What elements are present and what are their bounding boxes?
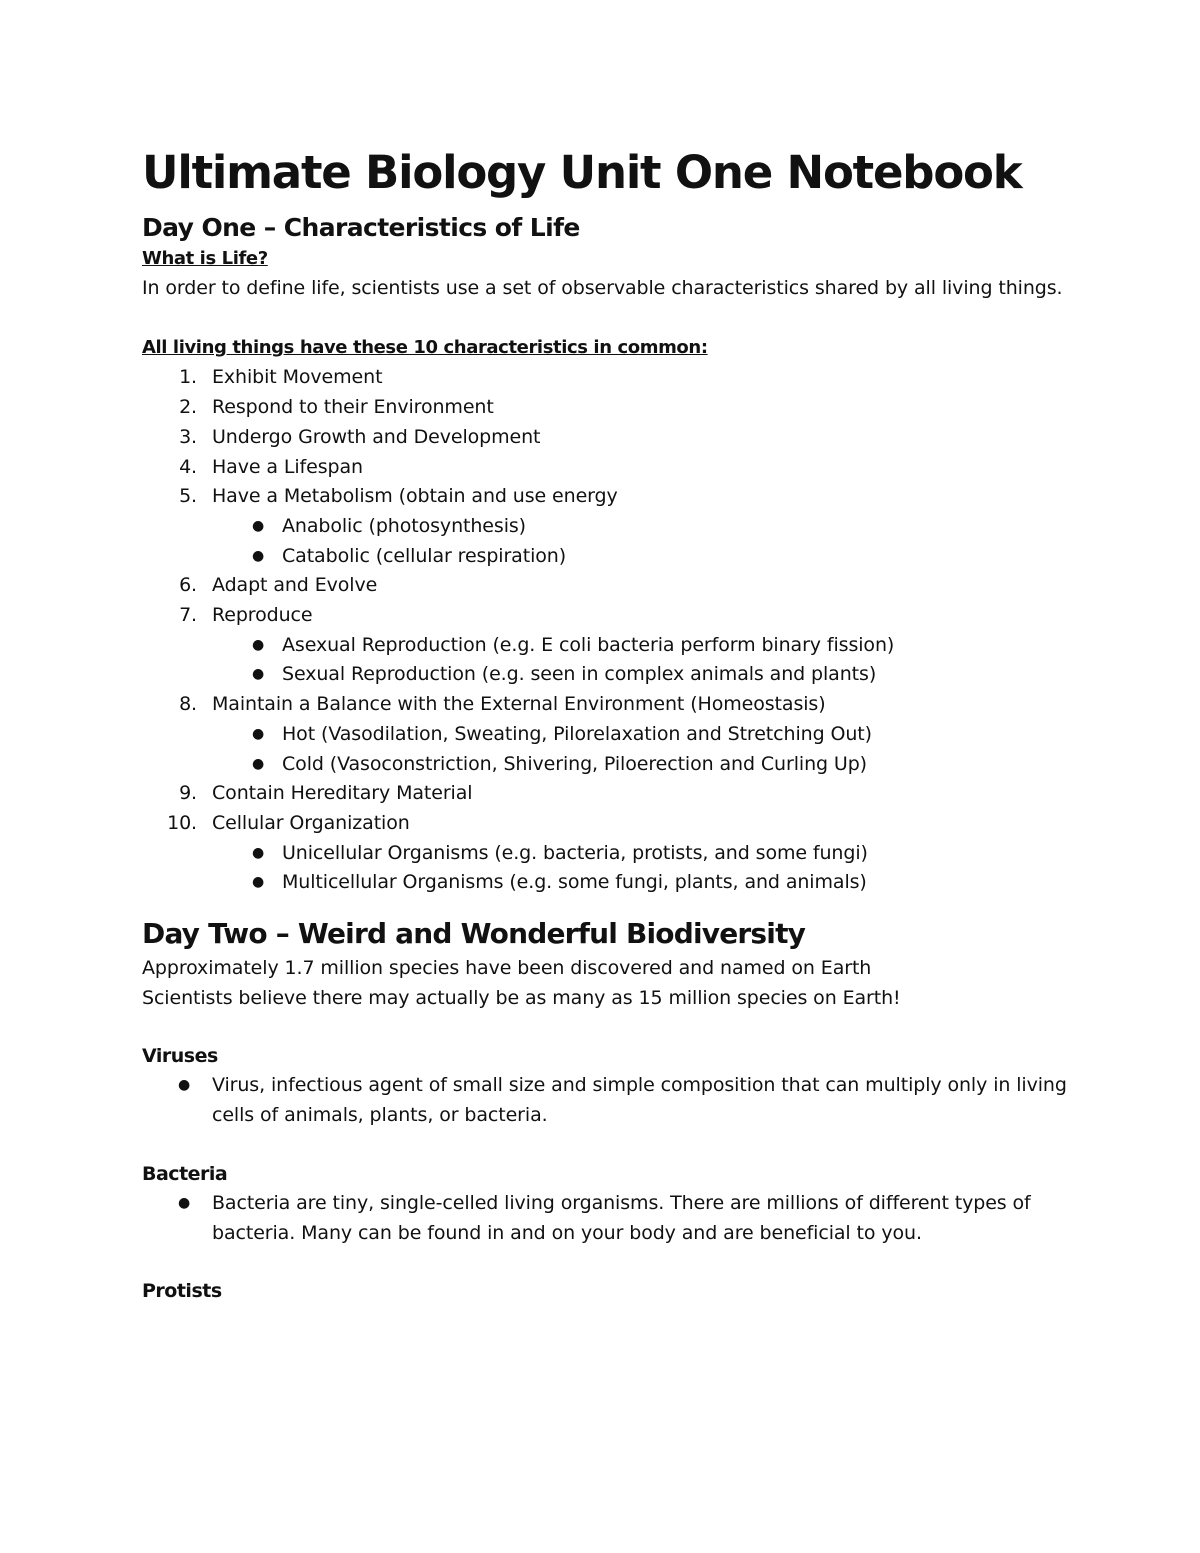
sub-list-item (212, 868, 1072, 898)
bullet-icon: ● (252, 844, 265, 861)
list-item (142, 809, 1072, 898)
sub-item-text: Asexual Reproduction (e.g. E coli bacteria perform binary fission) (282, 633, 895, 656)
sub-item-text: Sexual Reproduction (e.g. seen in complex animals and plants) (282, 663, 877, 686)
list-item (142, 423, 1072, 453)
spacer (142, 1131, 1072, 1159)
bullet-icon: ● (252, 547, 265, 564)
sub-list-item (212, 631, 1072, 661)
sub-list-item (212, 542, 1072, 572)
bullet-icon: ● (252, 517, 265, 534)
list-item (142, 482, 1072, 571)
bullet-icon: ● (252, 666, 265, 683)
bullet-icon: ● (252, 636, 265, 653)
list-number: 1. (179, 366, 197, 389)
sub-list (212, 631, 1072, 690)
spacer (142, 304, 1072, 334)
bullet-icon: ● (178, 1194, 191, 1211)
list-number: 6. (179, 574, 197, 597)
day-two-line-1: Approximately 1.7 million species have been discovered and named on Earth (142, 957, 872, 980)
list-item (142, 601, 1072, 690)
list-number: 5. (179, 485, 197, 508)
spacer (142, 1013, 1072, 1041)
list-item-text: Cellular Organization (212, 811, 410, 834)
spacer (142, 898, 1072, 914)
bullet-icon: ● (178, 1077, 191, 1094)
what-is-life-heading: What is Life? (142, 248, 268, 269)
sub-list-item (212, 720, 1072, 750)
bacteria-heading: Bacteria (142, 1162, 228, 1185)
viruses-list (142, 1071, 1072, 1130)
list-number: 10. (167, 811, 197, 834)
list-number: 2. (179, 396, 197, 419)
list-item (142, 363, 1072, 393)
sub-item-text: Unicellular Organisms (e.g. bacteria, protists, and some fungi) (282, 841, 868, 864)
list-item-text: Contain Hereditary Material (212, 782, 473, 805)
bullet-icon: ● (252, 755, 265, 772)
viruses-text: Virus, infectious agent of small size and simple composition that can multiply only in living cells of animals, plants, or bacteria. (212, 1074, 1067, 1127)
list-item (142, 1071, 1072, 1130)
list-item-text: Exhibit Movement (212, 366, 383, 389)
day-one-heading: Day One – Characteristics of Life (142, 213, 580, 242)
list-number: 4. (179, 455, 197, 478)
list-item (142, 779, 1072, 809)
protists-heading: Protists (142, 1280, 222, 1303)
document-title: Ultimate Biology Unit One Notebook (142, 146, 1022, 199)
list-item (142, 1189, 1072, 1248)
bacteria-list (142, 1189, 1072, 1248)
list-item-text: Have a Metabolism (obtain and use energy (212, 485, 618, 508)
list-number: 7. (179, 604, 197, 627)
list-item-text: Maintain a Balance with the External Environment (Homeostasis) (212, 693, 826, 716)
list-item-text: Undergo Growth and Development (212, 425, 541, 448)
sub-list-item (212, 839, 1072, 869)
sub-list (212, 839, 1072, 898)
characteristics-list (142, 363, 1072, 898)
viruses-heading: Viruses (142, 1045, 218, 1068)
list-number: 3. (179, 425, 197, 448)
sub-list (212, 720, 1072, 779)
bullet-icon: ● (252, 725, 265, 742)
sub-list-item (212, 660, 1072, 690)
bullet-icon: ● (252, 874, 265, 891)
day-one-intro: In order to define life, scientists use a set of observable characteristics shared by all living things. (142, 277, 1063, 299)
list-item (142, 571, 1072, 601)
list-item (142, 453, 1072, 483)
list-item-text: Have a Lifespan (212, 455, 363, 478)
sub-list-item (212, 512, 1072, 542)
sub-item-text: Catabolic (cellular respiration) (282, 544, 567, 567)
day-two-line-2: Scientists believe there may actually be as many as 15 million species on Earth! (142, 986, 901, 1009)
spacer (142, 1248, 1072, 1276)
list-number: 9. (179, 782, 197, 805)
document-page (142, 138, 1072, 1306)
list-item-text: Reproduce (212, 604, 313, 627)
bacteria-text: Bacteria are tiny, single-celled living organisms. There are millions of different types of bacteria. Many can be found in and on your body and are beneficial to you. (212, 1191, 1031, 1244)
sub-list-item (212, 750, 1072, 780)
characteristics-list-heading: All living things have these 10 characteristics in common: (142, 337, 708, 359)
list-item-text: Respond to their Environment (212, 396, 494, 419)
list-number: 8. (179, 693, 197, 716)
sub-item-text: Multicellular Organisms (e.g. some fungi, plants, and animals) (282, 871, 867, 894)
sub-list (212, 512, 1072, 571)
sub-item-text: Anabolic (photosynthesis) (282, 514, 526, 537)
list-item (142, 690, 1072, 779)
list-item (142, 393, 1072, 423)
list-item-text: Adapt and Evolve (212, 574, 378, 597)
sub-item-text: Cold (Vasoconstriction, Shivering, Piloerection and Curling Up) (282, 752, 867, 775)
sub-item-text: Hot (Vasodilation, Sweating, Pilorelaxation and Stretching Out) (282, 722, 872, 745)
day-two-heading: Day Two – Weird and Wonderful Biodiversity (142, 917, 806, 951)
